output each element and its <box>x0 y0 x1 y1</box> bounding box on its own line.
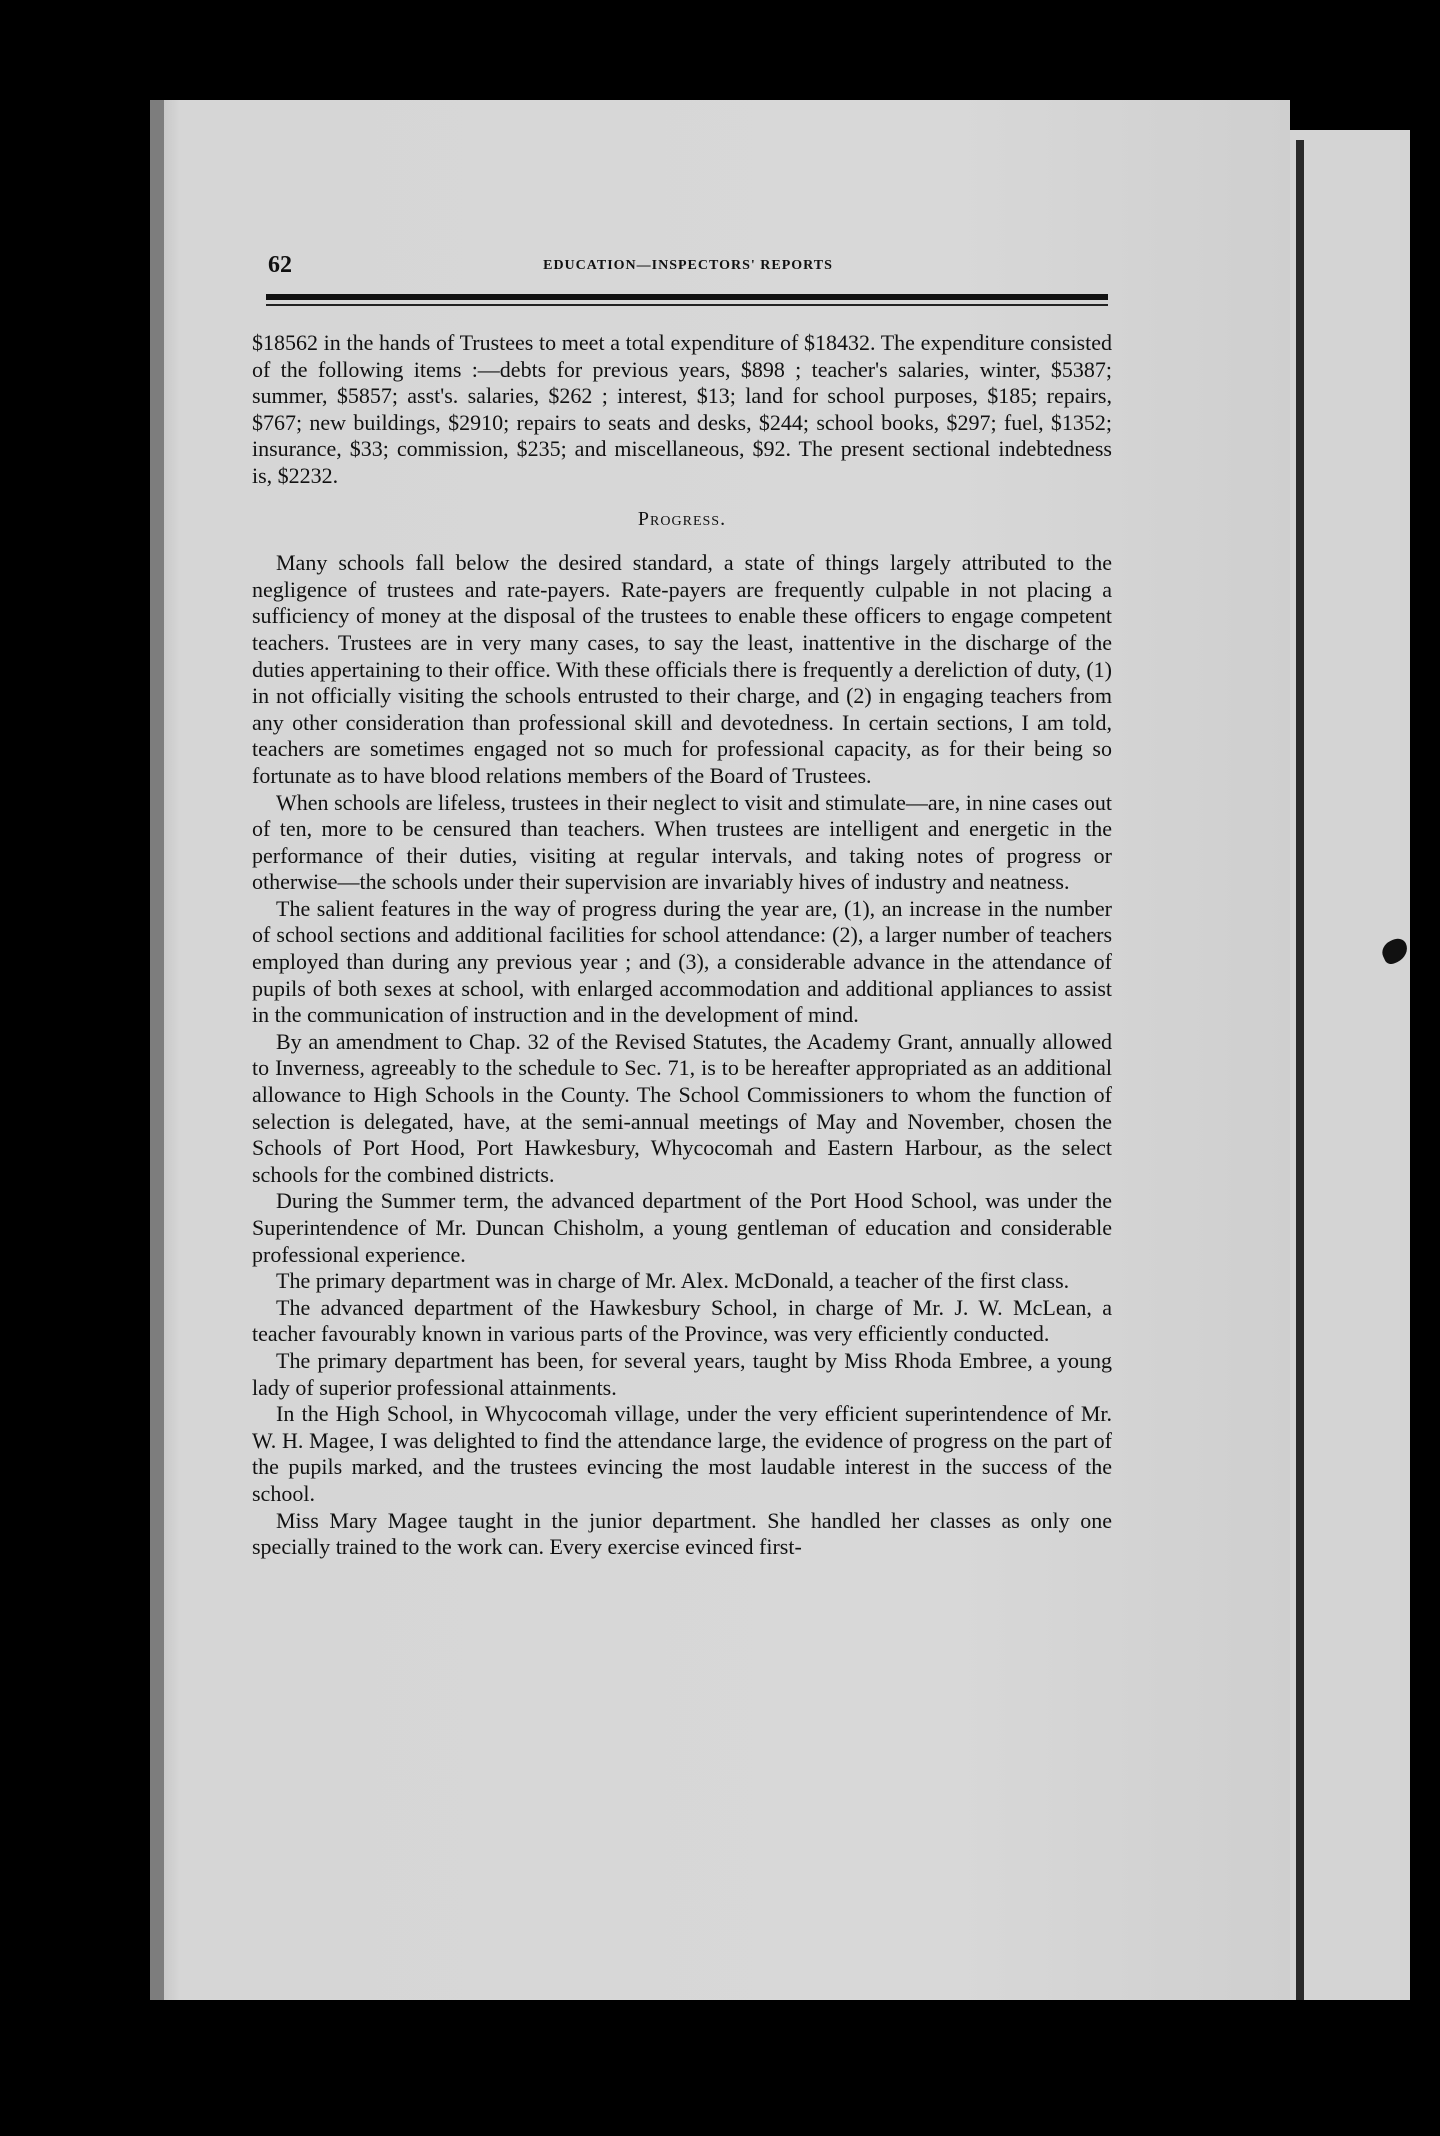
paragraph: Miss Mary Magee taught in the junior department. She handled her classes as only one specially trained to the work can. Every exercise evinced first- <box>252 1507 1112 1560</box>
paragraph: When schools are lifeless, trustees in their neglect to visit and stimulate—are, in nine cases out of ten, more to be censured than teachers. When trustees are intelligent and energetic in the performance of their duties, visiting at regular intervals, and taking notes of progress or otherwise—the schools under their supervision are invariably hives of industry and neatness. <box>252 789 1112 895</box>
intro-paragraph: $18562 in the hands of Trustees to meet a total expenditure of $18432. The expenditure consisted of the following items :—debts for previous years, $898 ; teacher's salaries, winter, $5387; summer, $5857; asst's. salaries, $262 ; interest, $13; land for school purposes, $185; repairs, $767; new buildings, $2910; repairs to seats and desks, $244; school books, $297; fuel, $1352; insurance, $33; commission, $235; and miscellaneous, $92. The present sectional indebtedness is, $2232. <box>252 330 1112 488</box>
facing-page-edge <box>1290 130 1410 2000</box>
paragraph: By an amendment to Chap. 32 of the Revised Statutes, the Academy Grant, annually allowed to Inverness, agreeably to the schedule to Sec. 71, is to be hereafter appropriated as an additional allowance to High Schools in the County. The School Commissioners to whom the function of selection is delegated, have, at the semi-annual meetings of May and November, chosen the Schools of Port Hood, Port Hawkesbury, Whycocomah and Eastern Harbour, as the select schools for the combined districts. <box>252 1028 1112 1187</box>
paragraph: The primary department was in charge of Mr. Alex. McDonald, a teacher of the first class. <box>276 1268 1070 1294</box>
page-header <box>268 252 1108 284</box>
paragraph: The primary department has been, for several years, taught by Miss Rhoda Embree, a young lady of superior professional attainments. <box>252 1347 1112 1400</box>
running-head: EDUCATION—INSPECTORS' REPORTS <box>543 258 833 273</box>
paragraph: The advanced department of the Hawkesbury School, in charge of Mr. J. W. McLean, a teacher favourably known in various parts of the Province, was very efficiently conducted. <box>252 1294 1112 1347</box>
section-heading: Progress. <box>637 507 727 530</box>
paragraph: The salient features in the way of progress during the year are, (1), an increase in the number of school sections and additional facilities for school attendance: (2), a larger number of teachers employed than during any previous year ; and (3), a considerable advance in the attendance of pupils of both sexes at school, with enlarged accommodation and additional appliances to assist in the communication of instruction and in the development of mind. <box>252 895 1112 1028</box>
header-rule-thin <box>266 304 1108 306</box>
page-edge-line <box>1296 140 1304 2000</box>
body-text <box>252 330 1112 1561</box>
paragraph: In the High School, in Whycocomah village, under the very efficient superintendence of Mr. W. H. Magee, I was delighted to find the attendance large, the evidence of progress on the part of the pupils marked, and the trustees evincing the most laudable interest in the success of the school. <box>252 1401 1112 1506</box>
paragraph: Many schools fall below the desired standard, a state of things largely attributed to the negligence of trustees and rate-payers. Rate-payers are frequently culpable in not placing a sufficiency of money at the disposal of the trustees to enable these officers to engage competent teachers. Trustees are in very many cases, to say the least, inattentive in the discharge of the duties appertaining to their office. With these officials there is frequently a dereliction of duty, (1) in not officially visiting the schools entrusted to their charge, and (2) in engaging teachers from any other consideration than professional skill and devotedness. In certain sections, I am told, teachers are sometimes engaged not so much for professional capacity, as for their being so fortunate as to have blood relations members of the Board of Trustees. <box>252 550 1112 788</box>
page-binding-shadow <box>150 100 164 2000</box>
paragraph: During the Summer term, the advanced department of the Port Hood School, was under the Superintendence of Mr. Duncan Chisholm, a young gentleman of education and considerable professional experience. <box>252 1188 1112 1267</box>
page-number: 62 <box>268 252 292 278</box>
header-rule-thick <box>266 294 1108 300</box>
